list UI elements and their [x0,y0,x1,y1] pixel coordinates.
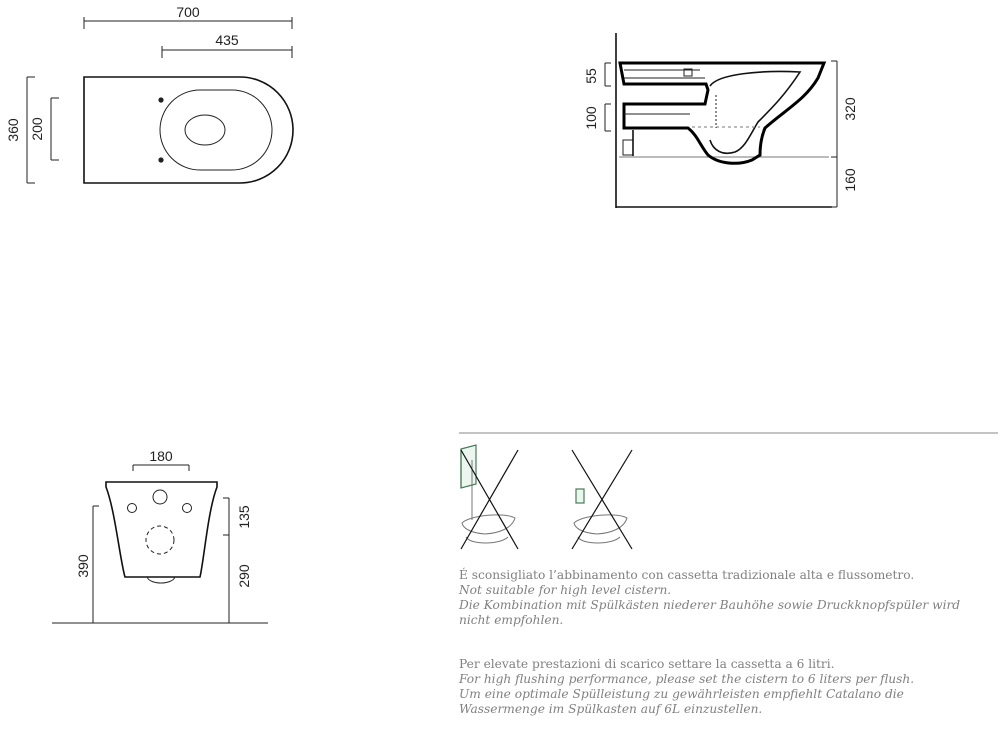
fixing-hole-bottom [158,157,163,162]
notice2-italian: Per elevate prestazioni di scarico settare la cassetta a 6 litri. [459,657,835,671]
front-drain [146,526,174,554]
dim-floor: 160 [842,168,858,192]
dim-overall-length: 700 [176,4,200,20]
dim-total-height: 390 [75,554,91,578]
front-view [52,448,268,623]
high-cistern-crossed-icon [461,445,518,549]
front-hole-right [183,504,192,513]
dim-overall-width: 360 [5,118,21,142]
notice-icons [459,433,998,549]
dim-height: 320 [842,97,858,121]
notice1-english: Not suitable for high level cistern. [459,583,672,597]
notice1-german-line1: Die Kombination mit Spülkästen niederer Bauhöhe sowie Druckknopfspüler wird [459,598,961,612]
flush-valve-crossed-icon [572,450,632,549]
bowl-rim [160,90,272,170]
notice1-german-line2: nicht empfohlen. [459,613,564,627]
bowl-front-outline [106,482,217,577]
side-view [583,33,858,208]
dim-upper: 135 [236,505,252,529]
dim-lower: 290 [236,564,252,588]
top-view [5,4,293,183]
dim-top: 55 [583,68,599,84]
front-hole-left [128,504,137,513]
toilet-section [620,63,824,163]
notice2-english: For high flushing performance, please set the cistern to 6 liters per flush. [459,672,915,686]
dim-partial-length: 435 [215,32,239,48]
front-hole-top [153,490,167,504]
dim-width: 180 [149,448,173,464]
notice-cistern-compatibility [459,568,999,628]
notice1-italian: É sconsigliato l’abbinamento con cassetta tradizionale alta e flussometro. [459,568,915,582]
bowl-outline [84,77,293,183]
notice2-german-line2: Wassermenge im Spülkasten auf 6L einzustellen. [459,702,763,716]
dim-mid: 100 [583,106,599,130]
notice2-german-line1: Um eine optimale Spülleistung zu gewährleisten empfiehlt Catalano die [459,687,904,701]
notice-flush-volume [459,657,999,717]
bowl-drain [185,115,225,145]
dim-bracket-width: 200 [29,117,45,141]
fixing-hole-top [158,97,163,102]
